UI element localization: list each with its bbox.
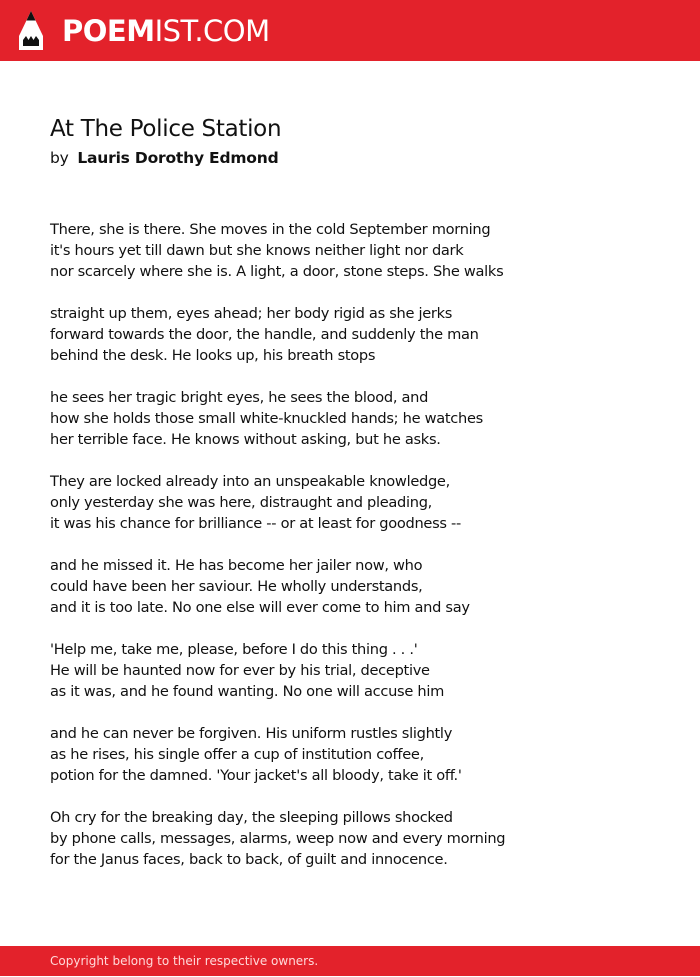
site-logo[interactable] (62, 12, 270, 50)
poem-line: as it was, and he found wanting. No one will accuse him (50, 683, 444, 700)
stanza (50, 303, 610, 366)
brand-light: IST.COM (154, 14, 270, 48)
poem-line: and it is too late. No one else will ever come to him and say (50, 599, 470, 616)
author-name[interactable]: Lauris Dorothy Edmond (77, 149, 279, 167)
poem-line: as he rises, his single offer a cup of institution coffee, (50, 746, 424, 763)
poem-line: and he missed it. He has become her jailer now, who (50, 557, 423, 574)
poem-line: how she holds those small white-knuckled hands; he watches (50, 410, 483, 427)
poem-line: it was his chance for brilliance -- or at least for goodness -- (50, 515, 461, 532)
stanza (50, 555, 610, 618)
stanza (50, 387, 610, 450)
poem-line: Oh cry for the breaking day, the sleeping pillows shocked (50, 809, 453, 826)
poem-line: He will be haunted now for ever by his trial, deceptive (50, 662, 430, 679)
byline (50, 149, 278, 167)
by-label: by (50, 149, 69, 167)
poem-line: potion for the damned. 'Your jacket's all bloody, take it off.' (50, 767, 462, 784)
stanza (50, 219, 610, 282)
stanza (50, 639, 610, 702)
poem-line: behind the desk. He looks up, his breath stops (50, 347, 376, 364)
poem-line: it's hours yet till dawn but she knows neither light nor dark (50, 242, 464, 259)
poem-line: he sees her tragic bright eyes, he sees the blood, and (50, 389, 429, 406)
stanza (50, 723, 610, 786)
poem-line: 'Help me, take me, please, before I do this thing . . .' (50, 641, 418, 658)
pencil-tip-icon[interactable] (18, 10, 44, 51)
poem-line: straight up them, eyes ahead; her body rigid as she jerks (50, 305, 453, 322)
poem-body (50, 219, 610, 891)
poem-line: There, she is there. She moves in the cold September morning (50, 221, 491, 238)
stanza (50, 471, 610, 534)
poem-line: forward towards the door, the handle, and suddenly the man (50, 326, 479, 343)
poem-line: by phone calls, messages, alarms, weep now and every morning (50, 830, 506, 847)
poem-line: could have been her saviour. He wholly understands, (50, 578, 423, 595)
copyright-notice: Copyright belong to their respective owners. (50, 954, 319, 968)
site-header (0, 0, 700, 61)
site-footer (0, 946, 700, 976)
poem-line: nor scarcely where she is. A light, a door, stone steps. She walks (50, 263, 504, 280)
stanza (50, 807, 610, 870)
poem-line: and he can never be forgiven. His uniform rustles slightly (50, 725, 453, 742)
poem-line: her terrible face. He knows without asking, but he asks. (50, 431, 441, 448)
brand-bold: POEM (62, 14, 155, 48)
poem-line: for the Janus faces, back to back, of guilt and innocence. (50, 851, 448, 868)
poem-line: They are locked already into an unspeakable knowledge, (50, 473, 450, 490)
poem-line: only yesterday she was here, distraught and pleading, (50, 494, 433, 511)
poem-title: At The Police Station (50, 116, 282, 142)
